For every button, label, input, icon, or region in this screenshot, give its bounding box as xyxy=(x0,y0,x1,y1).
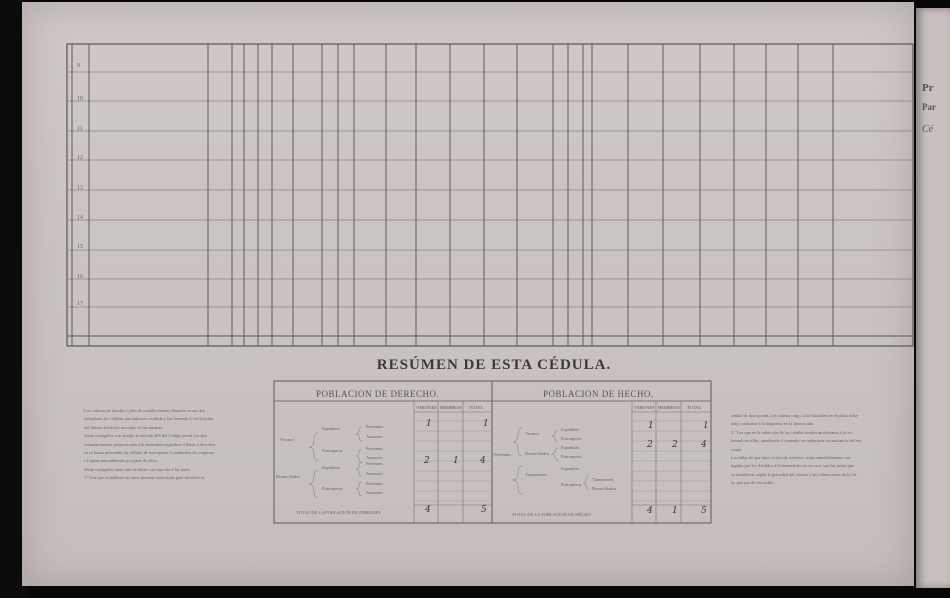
label-presentes: Presentes xyxy=(366,461,383,466)
derecho-total-total: 5 xyxy=(481,505,487,515)
hecho-domiciliados-hembras: 2 xyxy=(672,440,678,450)
label-extranjeros: Extranjeros xyxy=(561,482,582,487)
row-number: 13 xyxy=(77,185,83,191)
row-number: 12 xyxy=(77,155,83,161)
hecho-total-total: 5 xyxy=(701,506,707,516)
hecho-vecinos-varones: 1 xyxy=(648,421,654,431)
label-espanoles: Españoles xyxy=(322,426,341,431)
left-notes xyxy=(84,407,216,483)
right-note-line: cripto. xyxy=(731,446,743,452)
label-espanoles: Españoles xyxy=(561,427,580,432)
column-header-varones: VARONES xyxy=(416,405,437,410)
derecho-domiciliados-varones: 2 xyxy=(424,456,430,466)
right-note-line: ta, que son de tres reales. xyxy=(731,480,776,486)
next-page-fragment-3: Cé xyxy=(922,124,934,135)
left-note-line: ejemplares las cédulas que hubiesen recibido y las firmarán á verificación xyxy=(84,416,214,422)
label-extranjeros: Extranjeros xyxy=(322,486,343,491)
label-extranjeros: Extranjeros xyxy=(561,454,582,459)
left-note-line: del último domicilio inscripto en las mismas. xyxy=(84,424,164,430)
column-header-varones: VARONES xyxy=(634,405,655,410)
left-note-line: r á quien prescindiendo por parte de ellos. xyxy=(84,458,158,464)
column-header-total: TOTAL xyxy=(687,405,702,410)
right-note-line: 2.º Los que en la redacción de las cédulas omitieran falsearen á la vo- xyxy=(731,429,854,435)
hecho-vecinos-total: 1 xyxy=(703,421,709,431)
label-presentes: Presentes xyxy=(366,446,383,451)
next-page-fragment-1: Pr xyxy=(922,82,934,94)
left-note-line: en la forma prevenida las cédulas de inscripción ó cualquiera de compone- xyxy=(84,450,216,456)
label-presentes: Presentes xyxy=(366,481,383,486)
label-extranjeros: Extranjeros xyxy=(561,436,582,441)
label-extranjeros: Extranjeros xyxy=(322,448,343,453)
column-header-hembras: HEMBRAS xyxy=(440,405,462,410)
right-note-line: cédula de inscripción, á la cabeza cargo, á la Autoridad en el plazo sefia- xyxy=(731,413,859,418)
column-header-total: TOTAL xyxy=(469,405,484,410)
derecho-domiciliados-total: 4 xyxy=(480,456,486,466)
total-hecho-label: TOTAL DE LA POBLACION DE HECHO xyxy=(512,512,591,517)
label-vecinos: Vecinos xyxy=(280,437,295,442)
right-note-line: Las faltas de que trata el artículo anterior, serán inmediatamente cas- xyxy=(731,455,852,461)
hecho-domiciliados-total: 4 xyxy=(701,440,707,450)
label-espanoles: Españoles xyxy=(322,465,341,470)
derecho-total-varones: 4 xyxy=(425,505,431,515)
row-number: 14 xyxy=(77,215,83,221)
right-note-line: luntad con ellas, atendiendo ó teniendo en cualquiera circunstancia del ins- xyxy=(731,438,863,444)
label-transeuntes: Transeuntes xyxy=(525,472,547,477)
right-note-line: se establecen, según la gravedad del motivo y las reiteraciones de la fal- xyxy=(731,471,858,477)
left-note-line: 1.º Los que se hallasen en cama presente autorizada para devolver la xyxy=(84,475,205,481)
derecho-vecinos-varones: 1 xyxy=(426,419,432,429)
row-number: 11 xyxy=(77,126,83,132)
total-derecho-label: TOTAL DE LA POBLACION DE DERECHO xyxy=(296,510,381,515)
row-number: 9 xyxy=(77,63,80,69)
label-transeuntes: Transeuntes xyxy=(592,477,614,482)
hecho-domiciliados-varones: 2 xyxy=(647,440,653,450)
label-vecinos: Vecinos xyxy=(525,431,540,436)
right-note-line: lado, conforme á lo dispuesto en la Instrucción. xyxy=(731,421,815,427)
label-ausentes: Ausentes xyxy=(366,455,383,460)
label-presentes: Presentes xyxy=(494,452,511,457)
right-note-line: tigadas por los Alcaldes ó Gobernadores en su caso, con las penas que xyxy=(731,463,855,469)
left-note-line: Serán castigados tanto más de faltas con sujeción á las leyes. xyxy=(84,466,191,472)
label-domiciliados: Domiciliados xyxy=(276,474,301,479)
label-ausentes: Ausentes xyxy=(366,434,383,439)
label-ausentes: Ausentes xyxy=(366,490,383,495)
right-notes xyxy=(731,412,863,488)
derecho-domiciliados-hembras: 1 xyxy=(453,456,459,466)
row-number: 17 xyxy=(77,301,83,307)
left-note-line: voluntariamente proporcionen á la autoridad negándose á llenar ó devolver xyxy=(84,441,216,447)
hecho-total-hembras: 1 xyxy=(672,506,678,516)
label-domiciliados: Domiciliados xyxy=(525,451,550,456)
derecho-vecinos-total: 1 xyxy=(483,419,489,429)
label-espanoles: Españoles xyxy=(561,466,580,471)
summary-title: RESÚMEN DE ESTA CÉDULA. xyxy=(376,357,612,373)
hecho-total-varones: 4 xyxy=(647,506,653,516)
section-title-hecho: POBLACION DE HECHO. xyxy=(543,389,654,399)
label-domiciliados: Domiciliados xyxy=(592,486,617,491)
row-number: 10 xyxy=(77,96,83,102)
label-presentes: Presentes xyxy=(366,424,383,429)
section-title-derecho: POBLACION DE DERECHO. xyxy=(316,389,440,399)
left-note-line: Los cabezas de familia ó jefes de establecimiento llenarán en sus dos xyxy=(84,408,206,413)
column-header-hembras: HEMBRAS xyxy=(658,405,680,410)
label-ausentes: Ausentes xyxy=(366,471,383,476)
row-number: 15 xyxy=(77,244,83,250)
row-number: 16 xyxy=(77,274,83,280)
left-note-line: Serán castigados con arreglo al artículo 265 del Código penal, los que xyxy=(84,433,207,439)
next-page-fragment-2: Par xyxy=(922,102,936,112)
label-espanoles: Españoles xyxy=(561,445,580,450)
